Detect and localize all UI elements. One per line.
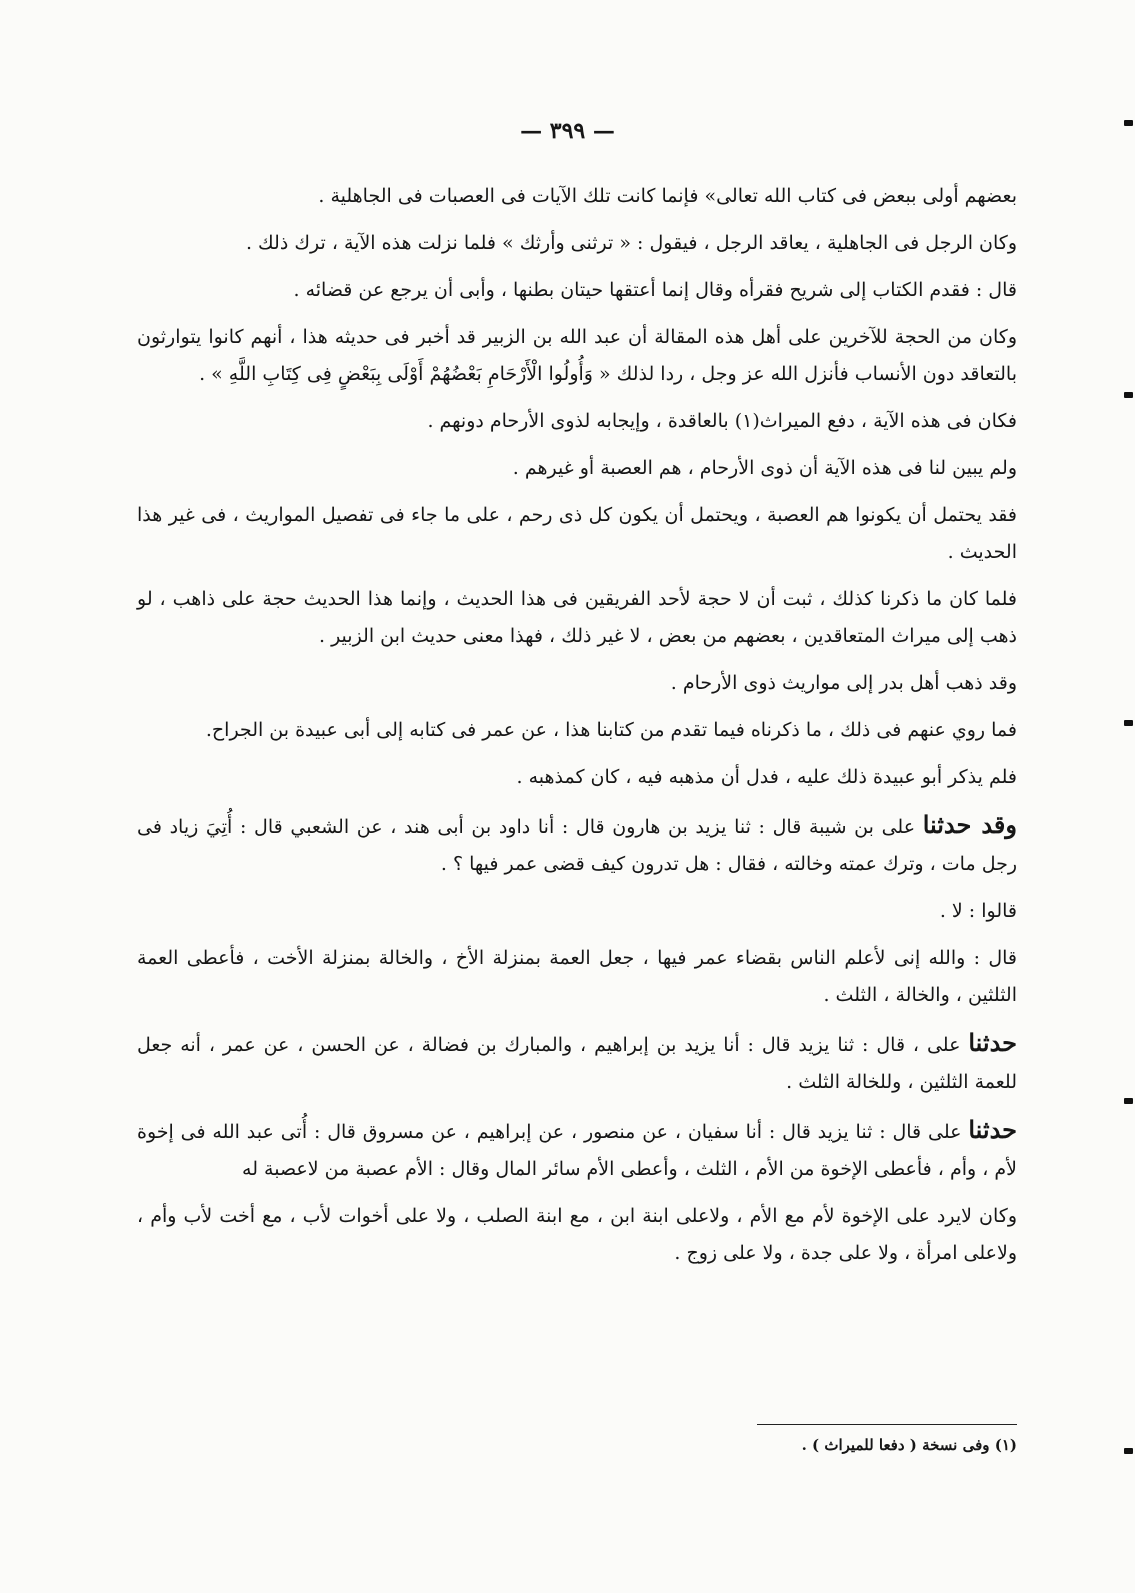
scan-edge-mark bbox=[1124, 120, 1133, 126]
paragraph bbox=[137, 272, 1017, 309]
scan-edge-mark bbox=[1124, 720, 1133, 726]
paragraph-text: وكان الرجل فى الجاهلية ، يعاقد الرجل ، فيقول : « ترثنى وأرثك » فلما نزلت هذه الآية ، ترك ذلك . bbox=[245, 232, 1017, 254]
paragraph-text: ولم يبين لنا فى هذه الآية أن ذوى الأرحام ، هم العصبة أو غيرهم . bbox=[512, 457, 1017, 479]
paragraph-text: قال : فقدم الكتاب إلى شريح فقرأه وقال إنما أعتقها حيتان بطنها ، وأبى أن يرجع عن قضائه . bbox=[293, 279, 1017, 301]
paragraph-text: قال : والله إنى لأعلم الناس بقضاء عمر فيها ، جعل العمة بمنزلة الأخ ، والخالة بمنزلة الأخت ، فأعطى العمة الثلثين ، والخالة ، الثلث . bbox=[137, 947, 1017, 1006]
paragraph bbox=[137, 940, 1017, 1014]
paragraph-text: وكان من الحجة للآخرين على أهل هذه المقالة أن عبد الله بن الزبير قد أخبر فى حديثه هذا ، أنهم كانوا يتوارثون بالتعاقد دون الأنساب فأنزل الله عز وجل ، ردا لذلك « وَأُولُوا الْأَرْحَامِ بَعْضُهُمْ أَوْلَى بِبَعْضٍ فِى كِتَابِ اللَّهِ » . bbox=[137, 326, 1017, 385]
paragraph bbox=[137, 225, 1017, 262]
paragraph bbox=[137, 893, 1017, 930]
paragraph-text: على بن شيبة قال : ثنا يزيد بن هارون قال : أنا داود بن أبى هند ، عن الشعبي قال : أُتِيَ زياد فى رجل مات ، وترك عمته وخالته ، فقال : هل تدرون كيف قضى عمر فيها ؟ . bbox=[137, 816, 1017, 875]
paragraph-text: فلم يذكر أبو عبيدة ذلك عليه ، فدل أن مذهبه فيه ، كان كمذهبه . bbox=[516, 766, 1017, 788]
paragraph bbox=[137, 1198, 1017, 1272]
paragraph-text: فلما كان ما ذكرنا كذلك ، ثبت أن لا حجة لأحد الفريقين فى هذا الحديث ، وإنما هذا الحديث حجة على ذاهب ، لو ذهب إلى ميراث المتعاقدين ، بعضهم من بعض ، لا غير ذلك ، فهذا معنى حديث ابن الزبير . bbox=[137, 588, 1017, 647]
paragraph-text: وكان لايرد على الإخوة لأم مع الأم ، ولاعلى ابنة ابن ، مع ابنة الصلب ، ولا على أخوات لأب ، مع أخت لأب وأم ، ولاعلى امرأة ، ولا على جدة ، ولا على زوج . bbox=[137, 1205, 1017, 1264]
paragraph bbox=[137, 581, 1017, 655]
paragraph-text: فكان فى هذه الآية ، دفع الميراث(١) بالعاقدة ، وإيجابه لذوى الأرحام دونهم . bbox=[427, 410, 1017, 432]
paragraph bbox=[137, 178, 1017, 215]
paragraph-text: وقد ذهب أهل بدر إلى مواريث ذوى الأرحام . bbox=[670, 672, 1017, 694]
footnote-divider bbox=[757, 1424, 1017, 1425]
footnote: (١) وفى نسخة ( دفعا للميراث ) . bbox=[801, 1436, 1017, 1454]
paragraph bbox=[137, 712, 1017, 749]
paragraph-text: على قال : ثنا يزيد قال : أنا سفيان ، عن منصور ، عن إبراهيم ، عن مسروق قال : أُتى عبد الله فى إخوة لأم ، وأم ، فأعطى الإخوة من الأم ، الثلث ، وأعطى الأم سائر المال وقال : الأم عصبة من لاعصبة له bbox=[137, 1121, 1017, 1180]
scan-edge-mark bbox=[1124, 392, 1133, 398]
hadith-keyword: وقد حدثنا bbox=[922, 810, 1017, 839]
paragraph-text: فما روي عنهم فى ذلك ، ما ذكرناه فيما تقدم من كتابنا هذا ، عن عمر فى كتابه إلى أبى عبيدة بن الجراح. bbox=[205, 719, 1017, 741]
scan-edge-mark bbox=[1124, 1448, 1133, 1454]
paragraph bbox=[137, 759, 1017, 796]
paragraph-text: قالوا : لا . bbox=[939, 900, 1017, 922]
paragraph-text: بعضهم أولى ببعض فى كتاب الله تعالى» فإنما كانت تلك الآيات فى العصبات فى الجاهلية . bbox=[318, 185, 1017, 207]
paragraph bbox=[137, 497, 1017, 571]
scan-edge-mark bbox=[1124, 1098, 1133, 1104]
paragraph-text: فقد يحتمل أن يكونوا هم العصبة ، ويحتمل أن يكون كل ذى رحم ، على ما جاء فى تفصيل المواريث ، فى غير هذا الحديث . bbox=[137, 504, 1017, 563]
paragraph-text: على ، قال : ثنا يزيد قال : أنا يزيد بن إبراهيم ، والمبارك بن فضالة ، عن الحسن ، عن عمر ، أنه جعل للعمة الثلثين ، وللخالة الثلث . bbox=[137, 1034, 1017, 1093]
paragraph bbox=[137, 450, 1017, 487]
paragraph bbox=[137, 1024, 1017, 1101]
main-text bbox=[137, 178, 1017, 1282]
hadith-keyword: حدثنا bbox=[968, 1028, 1017, 1057]
paragraph bbox=[137, 806, 1017, 883]
page-number: — ٣٩٩ — bbox=[520, 118, 615, 144]
paragraph bbox=[137, 1111, 1017, 1188]
paragraph bbox=[137, 403, 1017, 440]
paragraph bbox=[137, 665, 1017, 702]
paragraph bbox=[137, 319, 1017, 393]
hadith-keyword: حدثنا bbox=[968, 1115, 1017, 1144]
